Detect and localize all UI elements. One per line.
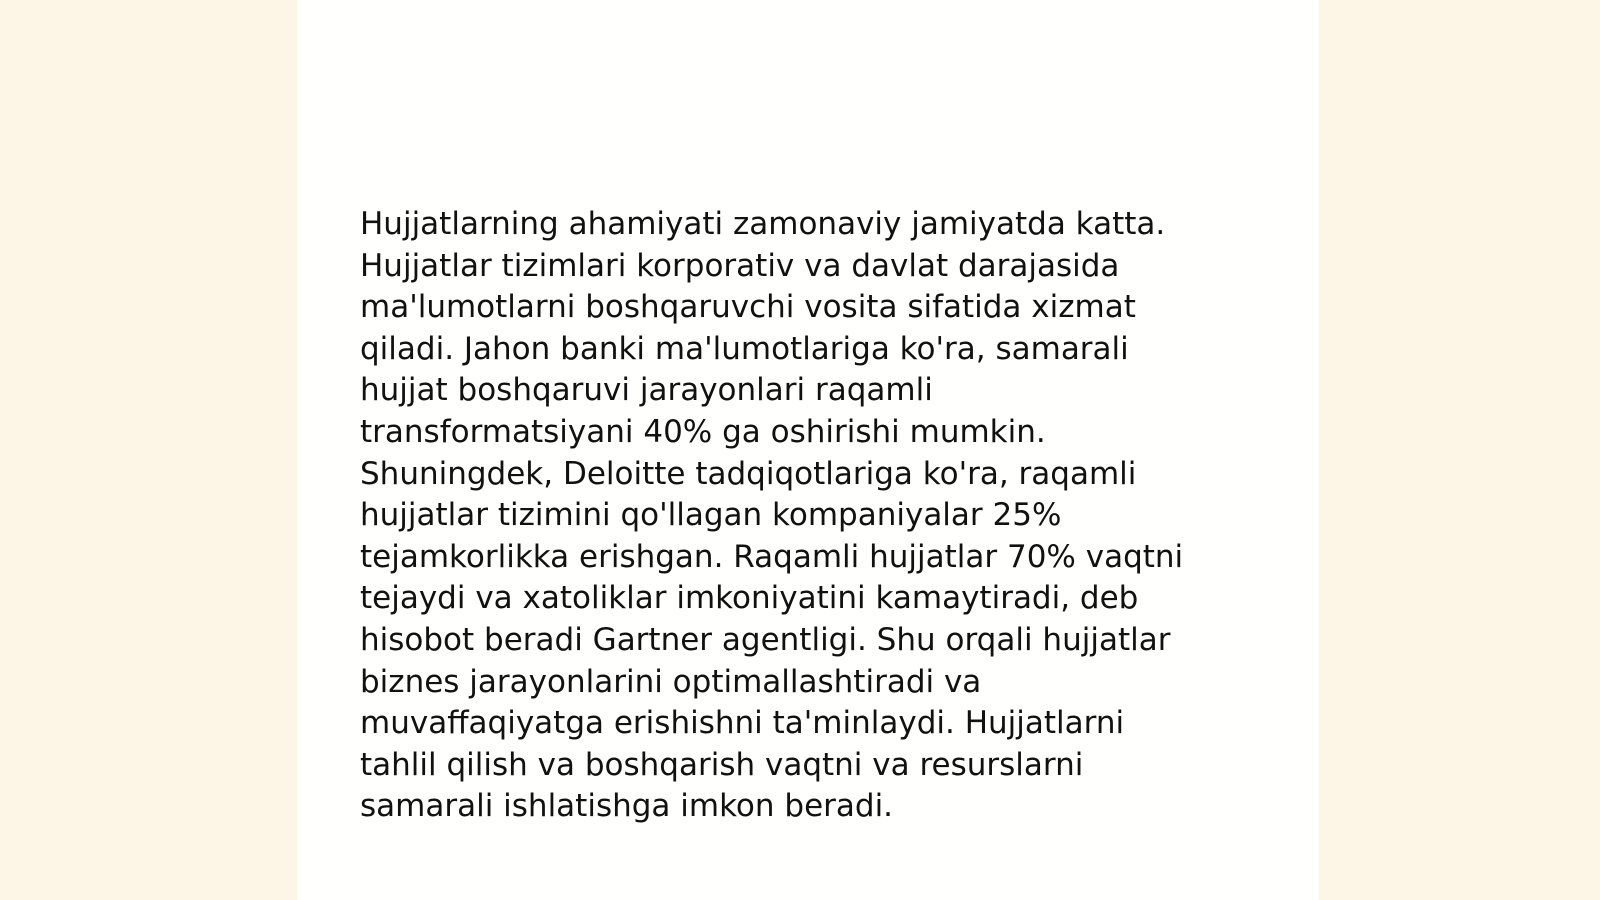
text-line: qiladi. Jahon banki ma'lumotlariga ko'ra, samarali	[360, 330, 1129, 367]
text-line: Hujjatlar tizimlari korporativ va davlat darajasida	[360, 247, 1120, 284]
text-line: samarali ishlatishga imkon beradi.	[360, 788, 894, 825]
text-line: tejaydi va xatoliklar imkoniyatini kamaytiradi, deb	[360, 580, 1139, 617]
body-paragraph	[360, 204, 1240, 828]
text-line: Hujjatlarning ahamiyati zamonaviy jamiyatda katta.	[360, 206, 1166, 242]
text-line: Shuningdek, Deloitte tadqiqotlariga ko'ra, raqamli	[360, 455, 1137, 492]
document-page	[297, 0, 1319, 900]
text-line: hisobot beradi Gartner agentligi. Shu orqali hujjatlar	[360, 621, 1171, 658]
text-line: hujjat boshqaruvi jarayonlari raqamli	[360, 372, 933, 409]
text-line: tejamkorlikka erishgan. Raqamli hujjatlar 70% vaqtni	[360, 538, 1184, 575]
text-line: ma'lumotlarni boshqaruvchi vosita sifatida xizmat	[360, 289, 1136, 326]
text-line: transformatsiyani 40% ga oshirishi mumkin.	[360, 413, 1046, 450]
text-line: muvaffaqiyatga erishishni ta'minlaydi. Hujjatlarni	[360, 705, 1125, 742]
text-line: hujjatlar tizimini qo'llagan kompaniyalar 25%	[360, 497, 1062, 534]
text-line: biznes jarayonlarini optimallashtiradi va	[360, 663, 982, 700]
text-line: tahlil qilish va boshqarish vaqtni va resurslarni	[360, 746, 1084, 783]
